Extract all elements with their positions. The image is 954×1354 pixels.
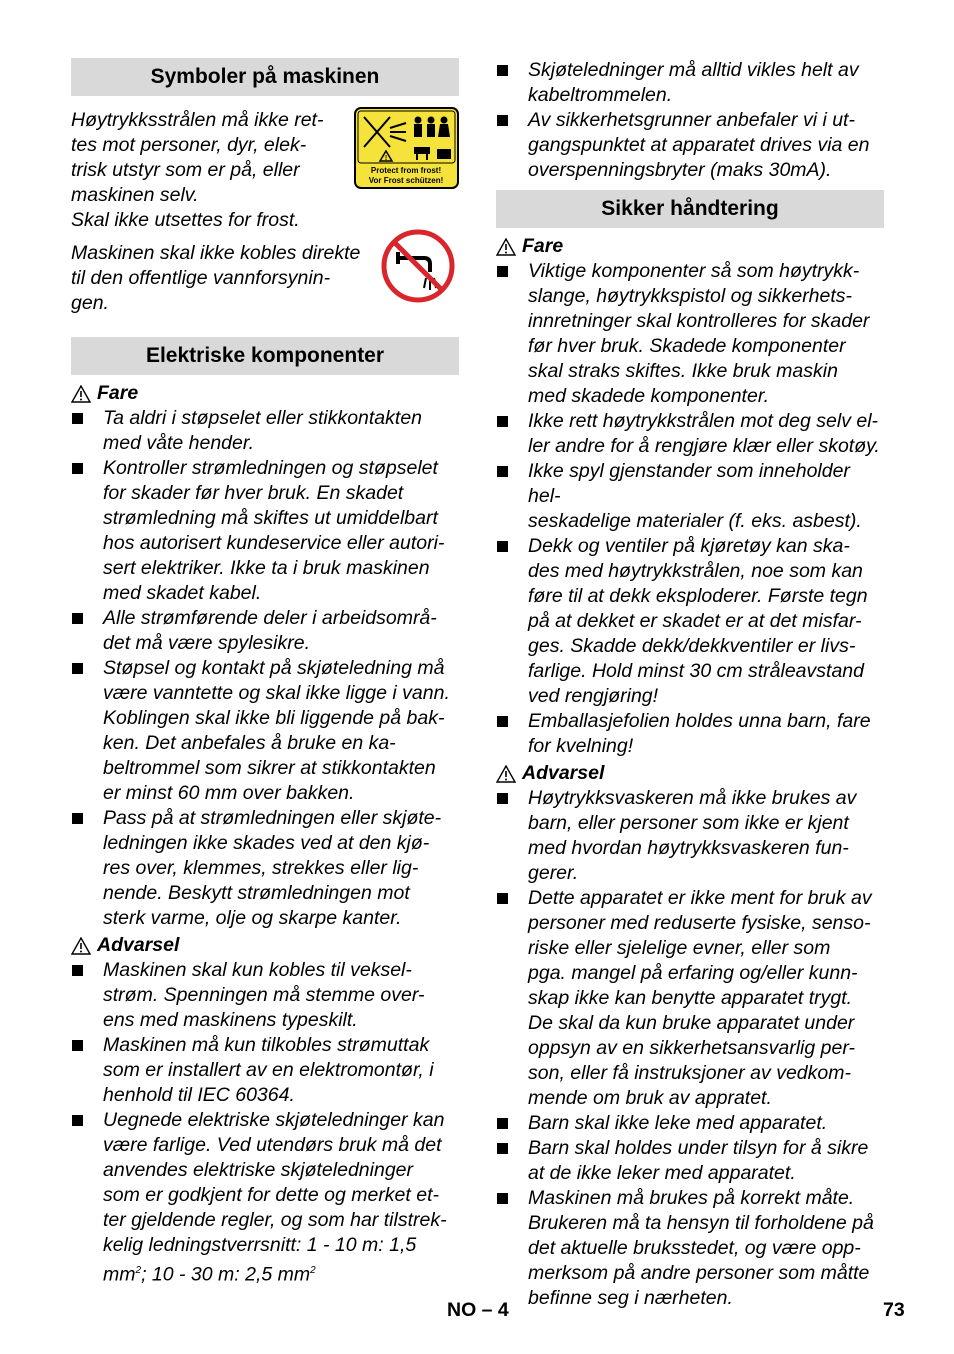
list-item: Ikke spyl gjenstander som inneholder hel- seskadelige materialer (f. eks. asbest). (496, 459, 884, 534)
safe-warning-list (496, 786, 884, 1311)
list-item: Skjøteledninger må alltid vikles helt av kabeltrommelen. (496, 58, 884, 108)
text-line: til den offentlige vannforsynin- (71, 267, 331, 289)
list-item: Viktige komponenter så som høytrykk- slange, høytrykkspistol og sikkerhets- innretninger skal kontrolleres for skader før hver bruk. Skadede komponenter skal straks skiftes. Ikke bruk maskin med skadede komponenter. (496, 259, 884, 409)
section-heading-safe-handling: Sikker håndtering (496, 190, 884, 228)
symbols-row-1 (71, 108, 459, 208)
text-line: Maskinen skal ikke kobles direkte (71, 242, 361, 264)
warning-triangle-icon (71, 937, 91, 955)
danger-label-text: Fare (522, 235, 564, 257)
warning-triangle-icon (71, 385, 91, 403)
list-item: Pass på at strømledningen eller skjøte- ledningen ikke skades ved at den kjø- res over, klemmes, strekkes eller lig- nende. Beskytt strømledningen mot sterk varme, olje og skarpe kanter. (71, 806, 459, 931)
frost-label-text-1: Protect from frost! (370, 166, 442, 175)
no-water-supply-connection-icon (380, 228, 456, 304)
symbols-paragraph-2: Skal ikke utsettes for frost. (71, 209, 300, 231)
list-item: Dekk og ventiler på kjøretøy kan ska- des med høytrykkstrålen, noe som kan føre til at dekk eksploderer. Første tegn på at dekket er skadet er at det misfar- ges. Skadde dekk/dekkventiler er livs- farlige. Hold minst 30 cm stråleavstand ved rengjøring! (496, 534, 884, 709)
list-item: Uegnede elektriske skjøteledninger kan være farlige. Ved utendørs bruk må det anvendes elektriske skjøteledninger som er godkjent for dette og merket et- ter gjeldende regler, og som har tilstrek- kelig ledningstverrsnitt: 1 - 10 m: 1,5 $mm^2$; 10 - 30 m: 2,5 $mm^2$ (71, 1108, 459, 1288)
text-line: gen. (71, 292, 109, 314)
warning-label-text: Advarsel (97, 934, 180, 956)
list-item: Barn skal holdes under tilsyn for å sikre at de ikke leker med apparatet. (496, 1136, 884, 1186)
danger-label (71, 381, 459, 406)
svg-text:!: ! (384, 155, 388, 162)
danger-label-text: Fare (97, 382, 139, 404)
list-item: Alle strømførende deler i arbeidsområ- det må være spylesikre. (71, 606, 459, 656)
warning-triangle-icon (496, 765, 516, 783)
warning-label (71, 933, 459, 958)
list-item: Høytrykksvaskeren må ikke brukes av barn, eller personer som ikke er kjent med hvordan høytrykksvaskeren fun- gerer. (496, 786, 884, 886)
electrical-warning-list (71, 958, 459, 1288)
warning-label-frost-icon (354, 107, 459, 189)
text-line: Høytrykksstrålen må ikke ret- (71, 109, 324, 131)
list-item: Ikke rett høytrykkstrålen mot deg selv el- ler andre for å rengjøre klær eller skotøy. (496, 409, 884, 459)
symbols-row-2 (71, 241, 459, 316)
safe-danger-list (496, 259, 884, 759)
right-column (496, 58, 884, 1311)
list-item: Maskinen må brukes på korrekt måte. Brukeren må ta hensyn til forholdene på det aktuelle bruksstedet, og være opp- merksom på andre personer som måtte befinne seg i nærheten. (496, 1186, 884, 1311)
list-item: Maskinen skal kun kobles til veksel- strøm. Spenningen må stemme over- ens med maskinens typeskilt. (71, 958, 459, 1033)
electrical-danger-list (71, 406, 459, 931)
list-item: Maskinen må kun tilkobles strømuttak som er installert av en elektromontør, i henhold til IEC 60364. (71, 1033, 459, 1108)
text-line: tes mot personer, dyr, elek- (71, 134, 307, 156)
text-line: trisk utstyr som er på, eller (71, 159, 300, 181)
frost-label-text-2: Vor Frost schützen! (368, 176, 444, 185)
list-item: Ta aldri i støpselet eller stikkontakten med våte hender. (71, 406, 459, 456)
list-item: Støpsel og kontakt på skjøteledning må være vanntette og skal ikke ligge i vann. Koblingen skal ikke bli liggende på bak- ken. Det anbefales å bruke en ka- beltrommel som sikrer at stikkontakten er minst 60 mm over bakken. (71, 656, 459, 806)
warning-triangle-icon (496, 238, 516, 256)
danger-label (496, 234, 884, 259)
list-item: Dette apparatet er ikke ment for bruk av personer med reduserte fysiske, senso- riske eller sjelelige evner, eller som pga. mangel på erfaring og/eller kunn- skap ikke kan benytte apparatet trygt. De skal da kun bruke apparatet under oppsyn av en sikkerhetsansvarlig per- son, eller få instruksjoner av vedkom- mende om bruk av appratet. (496, 886, 884, 1111)
symbols-paragraph-3 (71, 241, 360, 316)
section-heading-symbols: Symboler på maskinen (71, 58, 459, 96)
list-item: Av sikkerhetsgrunner anbefaler vi i ut- gangspunktet at apparatet drives via en overspenningsbryter (maks 30mA). (496, 108, 884, 183)
footer-section-label: NO – 4 (447, 1299, 509, 1321)
page-number: 73 (883, 1299, 905, 1321)
list-item: Kontroller strømledningen og støpselet for skader før hver bruk. En skadet strømledning må skiftes ut umiddelbart hos autorisert kundeservice eller autori- sert elektriker. Ikke ta i bruk maskinen med skadet kabel. (71, 456, 459, 606)
symbols-paragraph-1 (71, 108, 323, 208)
text-line: maskinen selv. (71, 184, 199, 206)
list-item: Emballasjefolien holdes unna barn, fare for kvelning! (496, 709, 884, 759)
left-column (71, 58, 459, 1288)
warning-label-text: Advarsel (522, 762, 605, 784)
warning-label (496, 761, 884, 786)
extension-cord-list (496, 58, 884, 183)
list-item: Barn skal ikke leke med apparatet. (496, 1111, 884, 1136)
section-heading-electrical: Elektriske komponenter (71, 337, 459, 375)
